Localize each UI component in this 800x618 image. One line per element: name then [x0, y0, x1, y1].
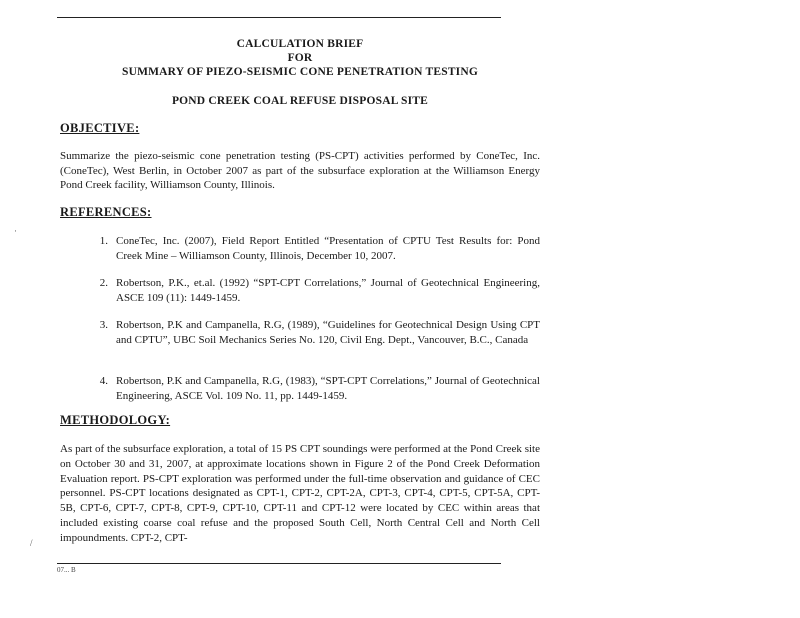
reference-number: 4.: [99, 375, 108, 387]
references-heading: REFERENCES:: [60, 205, 152, 219]
site-title: POND CREEK COAL REFUSE DISPOSAL SITE: [171, 95, 429, 107]
bottom-rule: [57, 563, 501, 564]
reference-number: 3.: [99, 319, 108, 331]
top-rule: [57, 17, 501, 18]
reference-item: [88, 234, 540, 264]
title-line-1: CALCULATION BRIEF: [236, 38, 364, 50]
scan-speck: /: [30, 538, 33, 548]
footer-code: 07... B: [57, 566, 76, 574]
reference-item: [88, 318, 540, 348]
objective-heading: OBJECTIVE:: [60, 121, 140, 135]
objective-text: Summarize the piezo-seismic cone penetration testing (PS-CPT) activities performed by ConeTec, Inc. (ConeTec), West Berlin, in October 2007 as part of the subsurface exploration at the Williamson Energy Pond Creek facility, Williamson County, Illinois.: [60, 150, 540, 192]
reference-number: 2.: [99, 277, 108, 289]
methodology-heading: METHODOLOGY:: [60, 413, 171, 427]
reference-item: [88, 276, 540, 306]
reference-text: Robertson, P.K and Campanella, R.G, (1983), “SPT-CPT Correlations,” Journal of Geotechnical Engineering, ASCE Vol. 109 No. 11, pp. 1449-1459.: [116, 375, 540, 402]
scan-speck: ·: [14, 226, 17, 236]
reference-text: ConeTec, Inc. (2007), Field Report Entitled “Presentation of CPTU Test Results for: Pond Creek Mine – Williamson County, Illinois, December 10, 2007.: [116, 235, 540, 262]
reference-number: 1.: [99, 235, 108, 247]
title-line-3: SUMMARY OF PIEZO-SEISMIC CONE PENETRATION TESTING: [121, 66, 479, 78]
title-line-2: FOR: [287, 52, 313, 64]
methodology-text: As part of the subsurface exploration, a total of 15 PS CPT soundings were performed at the Pond Creek site on October 30 and 31, 2007, at approximate locations shown in Figure 2 of the Pond Creek Deformation Evaluation report. PS-CPT exploration was performed under the full-time observation and guidance of CEC personnel. PS-CPT locations designated as CPT-1, CPT-2, CPT-2A, CPT-3, CPT-4, CPT-5, CPT-5A, CPT-5B, CPT-6, CPT-7, CPT-8, CPT-9, CPT-10, CPT-11 and CPT-12 were located by CEC within areas that included existing coarse coal refuse and the proposed South Cell, North Central Cell and North Cell impoundments. CPT-2, CPT-: [60, 443, 540, 544]
reference-text: Robertson, P.K., et.al. (1992) “SPT-CPT Correlations,” Journal of Geotechnical Engineering, ASCE 109 (11): 1449-1459.: [116, 277, 540, 304]
reference-text: Robertson, P.K and Campanella, R.G, (1989), “Guidelines for Geotechnical Design Using CPT and CPTU”, UBC Soil Mechanics Series No. 120, Civil Eng. Dept., Vancouver, B.C., Canada: [116, 319, 540, 346]
reference-item: [88, 374, 540, 404]
